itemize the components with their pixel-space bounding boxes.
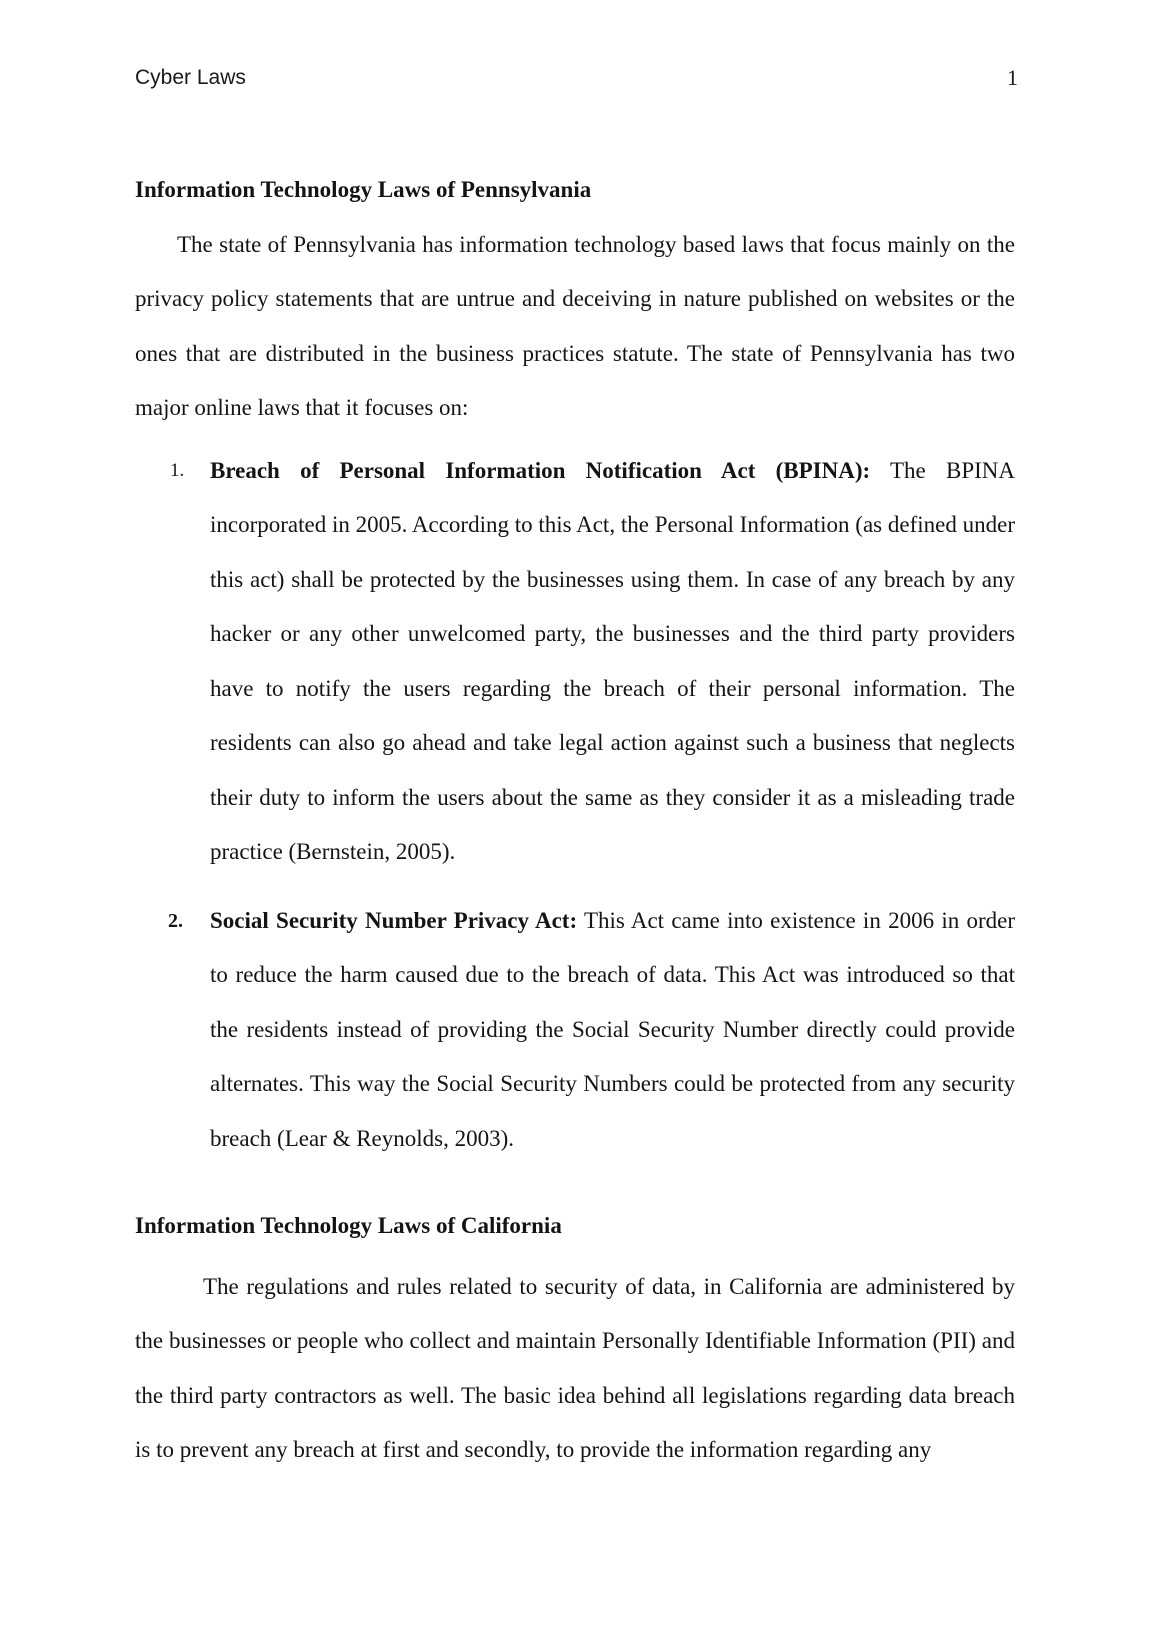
paragraph-california-intro: The regulations and rules related to security of data, in California are administered by the businesses or people who collect and maintain Personally Identifiable Information (PII) and the third party contractors as well. The basic idea behind all legislations regarding data breach is to prevent any breach at first and secondly, to provide the information regarding any [135,1273,1015,1462]
section-heading-california: Information Technology Laws of California [135,1213,562,1238]
page-number: 1 [1007,65,1018,90]
running-head: Cyber Laws [135,66,246,89]
paragraph-pennsylvania-intro: The state of Pennsylvania has information technology based laws that focus mainly on the privacy policy statements that are untrue and deceiving in nature published on websites or the ones that are distributed in the business practices statute. The state of Pennsylvania has two major online laws that it focuses on: [135,231,1015,420]
list-item-ssn-text: This Act came into existence in 2006 in order to reduce the harm caused due to the breach of data. This Act was introduced so that the residents instead of providing the Social Security Number directly could provide alternates. This way the Social Security Numbers could be protected from any security breach (Lear & Reynolds, 2003). [210,907,1016,1151]
page-header [0,0,1158,90]
list-item-ssn-title: Social Security Number Privacy Act: [210,907,578,933]
list-item-bpina-title: Breach of Personal Information Notification Act (BPINA): [210,457,871,483]
list-marker-2: 2. [168,909,183,932]
laws-list [135,444,1015,1167]
list-item-ssn-privacy-act [135,894,1015,1167]
list-item-bpina [135,444,1015,880]
list-marker-1: 1. [170,459,185,481]
section-heading-pennsylvania: Information Technology Laws of Pennsylvania [135,177,592,202]
list-item-bpina-text: The BPINA incorporated in 2005. According to this Act, the Personal Information (as defined under this act) shall be protected by the businesses using them. In case of any breach by any hacker or any other unwelcomed party, the businesses and the third party providers have to notify the users regarding the breach of their personal information. The residents can also go ahead and take legal action against such a business that neglects their duty to inform the users about the same as they consider it as a misleading trade practice (Bernstein, 2005). [210,457,1015,864]
document-body [0,163,1158,1478]
